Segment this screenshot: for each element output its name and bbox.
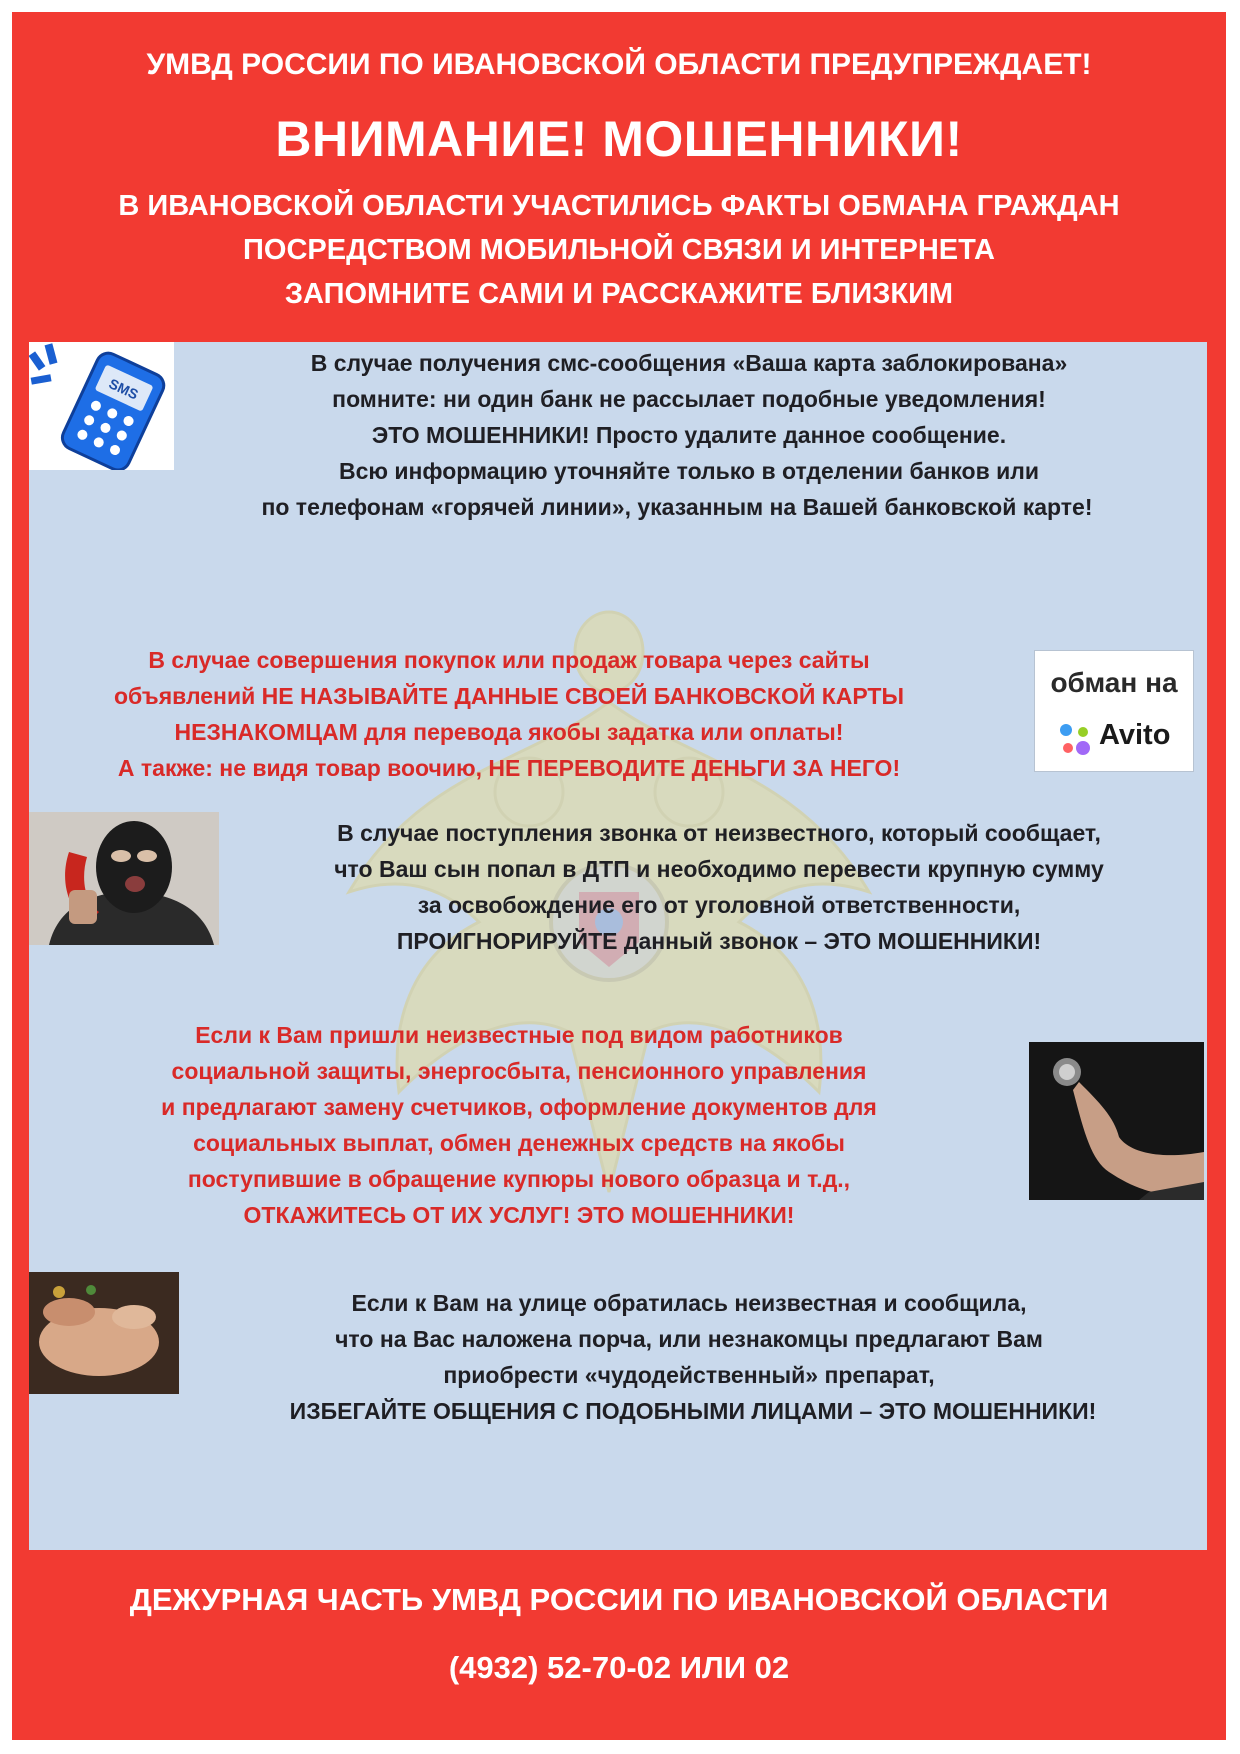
avito-line-2: объявлений НЕ НАЗЫВАЙТЕ ДАННЫЕ СВОЕЙ БАНКОВСКОЙ КАРТЫ [113,683,905,709]
visitors-line-6: ОТКАЖИТЕСЬ ОТ ИХ УСЛУГ! ЭТО МОШЕННИКИ! [243,1202,795,1228]
avito-badge-caption: обман на [1050,667,1178,698]
intro-line-2: ПОСРЕДСТВОМ МОБИЛЬНОЙ СВЯЗИ И ИНТЕРНЕТА [243,234,995,266]
visitors-line-3: и предлагают замену счетчиков, оформление документов для [161,1094,877,1120]
street-line-4: ИЗБЕГАЙТЕ ОБЩЕНИЯ С ПОДОБНЫМИ ЛИЦАМИ – ЭТО МОШЕННИКИ! [289,1398,1097,1424]
call-line-3: за освобождение его от уголовной ответственности, [417,892,1021,918]
doorbell-hand-photo [1029,1042,1204,1200]
duty-unit-label: ДЕЖУРНАЯ ЧАСТЬ УМВД РОССИИ ПО ИВАНОВСКОЙ ОБЛАСТИ [129,1582,1109,1617]
street-line-1: Если к Вам на улице обратилась неизвестная и сообщила, [351,1290,1027,1316]
avito-badge [1034,650,1194,772]
visitors-line-1: Если к Вам пришли неизвестные под видом работников [195,1022,843,1048]
street-line-3: приобрести «чудодейственный» препарат, [443,1362,935,1388]
call-line-1: В случае поступления звонка от неизвестного, который сообщает, [337,820,1101,846]
info-panel [29,342,1207,1550]
intro-line-1: В ИВАНОВСКОЙ ОБЛАСТИ УЧАСТИЛИСЬ ФАКТЫ ОБМАНА ГРАЖДАН [118,190,1120,222]
avito-line-1: В случае совершения покупок или продаж товара через сайты [148,647,870,673]
sms-phone-icon [29,342,174,470]
duty-phone: (4932) 52-70-02 ИЛИ 02 [448,1650,790,1685]
sms-line-5: по телефонам «горячей линии», указанным на Вашей банковской карте! [261,494,1093,520]
avito-logo-icon [1057,721,1093,757]
intro-line-3: ЗАПОМНИТЕ САМИ И РАССКАЖИТЕ БЛИЗКИМ [284,278,954,310]
call-line-4: ПРОИГНОРИРУЙТЕ данный звонок – ЭТО МОШЕННИКИ! [396,928,1042,954]
sms-line-2: помните: ни один банк не рассылает подобные уведомления! [332,386,1046,412]
sms-line-3: ЭТО МОШЕННИКИ! Просто удалите данное сообщение. [371,422,1007,448]
visitors-line-2: социальной защиты, энергосбыта, пенсионного управления [171,1058,867,1084]
sms-line-4: Всю информацию уточняйте только в отделении банков или [338,458,1040,484]
visitors-line-4: социальных выплат, обмен денежных средств на якобы [193,1130,845,1156]
visitors-line-5: поступившие в обращение купюры нового образца и т.д., [187,1166,851,1192]
call-line-2: что Ваш сын попал в ДТП и необходимо перевести крупную сумму [334,856,1104,882]
attention-title: ВНИМАНИЕ! МОШЕННИКИ! [275,111,963,167]
street-line-2: что на Вас наложена порча, или незнакомцы предлагают Вам [335,1326,1043,1352]
sms-icon-label: SMS [106,375,141,403]
palm-reading-photo [29,1272,179,1394]
avito-line-4: А также: не видя товар воочию, НЕ ПЕРЕВОДИТЕ ДЕНЬГИ ЗА НЕГО! [117,755,901,781]
avito-line-3: НЕЗНАКОМЦАМ для перевода якобы задатка или оплаты! [174,719,844,745]
avito-brand-text: Avito [1099,719,1171,751]
warning-heading: УМВД РОССИИ ПО ИВАНОВСКОЙ ОБЛАСТИ ПРЕДУПРЕЖДАЕТ! [146,48,1092,81]
sms-line-1: В случае получения смс-сообщения «Ваша карта заблокирована» [310,350,1068,376]
poster [12,12,1226,1740]
masked-caller-photo [29,812,219,945]
